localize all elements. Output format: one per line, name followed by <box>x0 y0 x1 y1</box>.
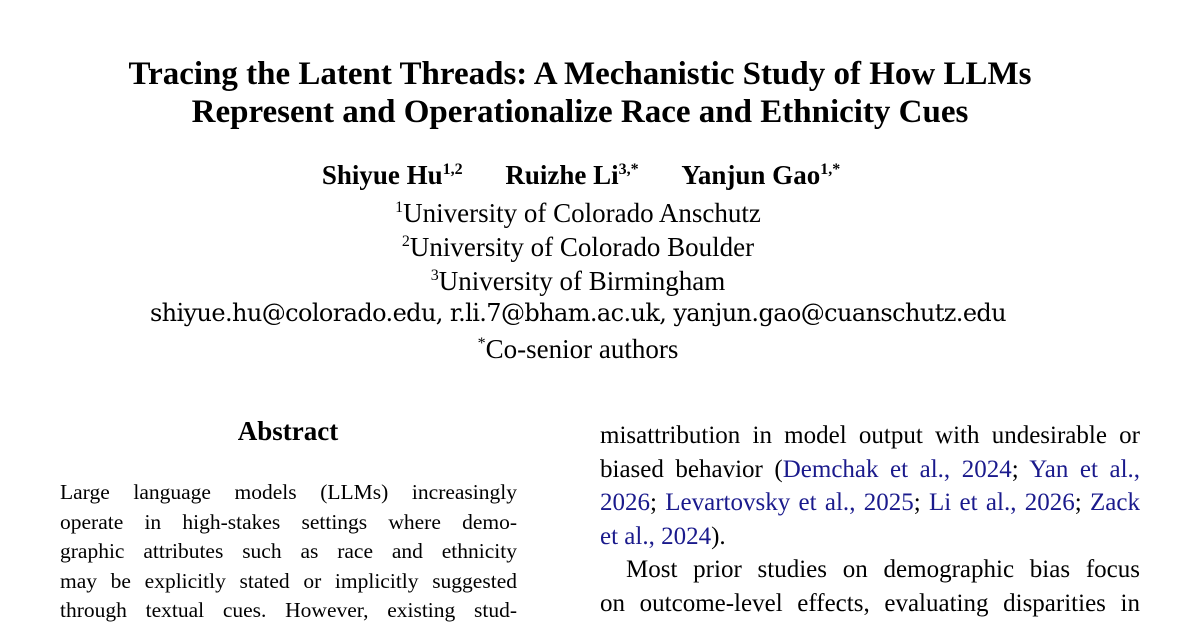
citation-year[interactable]: 2026 <box>600 489 650 516</box>
affiliation-3 <box>0 264 1156 298</box>
author-name: Yanjun Gao <box>681 160 821 190</box>
citation-link[interactable]: Li et al., 2026 <box>929 489 1075 516</box>
body-text: ). <box>711 522 726 550</box>
citation-year[interactable]: 2024 <box>961 455 1012 483</box>
body-line: 2026; Levartovsky et al., 2025; Li et al., 2026; Zack <box>600 489 1140 516</box>
abstract-line: may be explicitly stated or implicitly suggested <box>60 568 517 593</box>
affiliation-sup: 2 <box>401 233 410 250</box>
affiliation-1 <box>0 196 1156 230</box>
citation-link[interactable]: et al., 2024 <box>600 522 712 550</box>
abstract-heading: Abstract <box>237 416 339 446</box>
affiliation-2 <box>0 230 1156 264</box>
paper-title <box>0 55 1160 131</box>
citation-link[interactable]: Demchak et al., 2024 <box>782 455 1012 483</box>
affiliation-sup: 1 <box>395 199 404 216</box>
citation-year[interactable]: 2026 <box>1024 489 1075 516</box>
citation-link[interactable]: Levartovsky et al., 2025 <box>665 489 914 516</box>
author-1 <box>322 160 463 191</box>
author-list <box>0 160 1162 191</box>
co-senior-note <box>0 334 1156 365</box>
abstract-body <box>60 478 517 626</box>
abstract-line: operate in high-stakes settings where demo- <box>60 509 517 534</box>
author-name: Ruizhe Li <box>505 160 619 190</box>
note-sup: * <box>477 335 486 352</box>
author-affil-sup: 1,* <box>820 161 841 178</box>
affiliation-list <box>0 196 1156 298</box>
affiliation-name: University of Colorado Boulder <box>409 232 755 262</box>
citation-year[interactable]: 2024 <box>661 522 712 550</box>
citation-authors[interactable]: Demchak et al. <box>782 455 944 483</box>
body-line: on outcome-level effects, evaluating disparities in <box>600 589 1140 617</box>
abstract-line: through textual cues. However, existing stud- <box>60 598 517 622</box>
title-line-1: Tracing the Latent Threads: A Mechanistic Study of How LLMs <box>128 56 1032 92</box>
citation-authors[interactable]: Zack <box>1090 489 1140 516</box>
affiliation-name: University of Birmingham <box>438 266 726 296</box>
note-text: Co-senior authors <box>485 334 679 364</box>
affiliation-name: University of Colorado Anschutz <box>403 198 761 228</box>
body-line: misattribution in model output with undesirable or <box>600 422 1140 449</box>
intro-column <box>600 419 1140 620</box>
body-line: Most prior studies on demographic bias focus <box>626 556 1140 583</box>
author-name: Shiyue Hu <box>321 160 443 190</box>
body-text: biased behavior ( <box>600 455 783 483</box>
author-affil-sup: 3,* <box>618 161 639 178</box>
author-2 <box>505 160 638 191</box>
affiliation-sup: 3 <box>430 267 439 284</box>
citation-authors[interactable]: Levartovsky et al. <box>665 489 850 516</box>
citation-link[interactable]: Yan et al., <box>1029 455 1141 483</box>
author-emails: shiyue.hu@colorado.edu, r.li.7@bham.ac.uk, yanjun.gao@cuanschutz.edu <box>149 299 1007 327</box>
citation-authors[interactable]: Yan et al. <box>1029 455 1134 483</box>
abstract-line: Large language models (LLMs) increasingly <box>60 480 517 504</box>
author-affil-sup: 1,2 <box>442 161 463 178</box>
body-line <box>600 520 1140 554</box>
citation-year[interactable]: 2025 <box>863 489 914 516</box>
body-line: biased behavior (Demchak et al., 2024; Yan et al., <box>600 455 1141 483</box>
citation-authors[interactable]: Li et al. <box>929 489 1011 516</box>
citation-authors[interactable]: et al. <box>600 522 649 550</box>
abstract-line: graphic attributes such as race and ethnicity <box>60 539 517 563</box>
title-line-2: Represent and Operationalize Race and Ethnicity Cues <box>191 94 969 130</box>
author-3 <box>681 160 840 191</box>
